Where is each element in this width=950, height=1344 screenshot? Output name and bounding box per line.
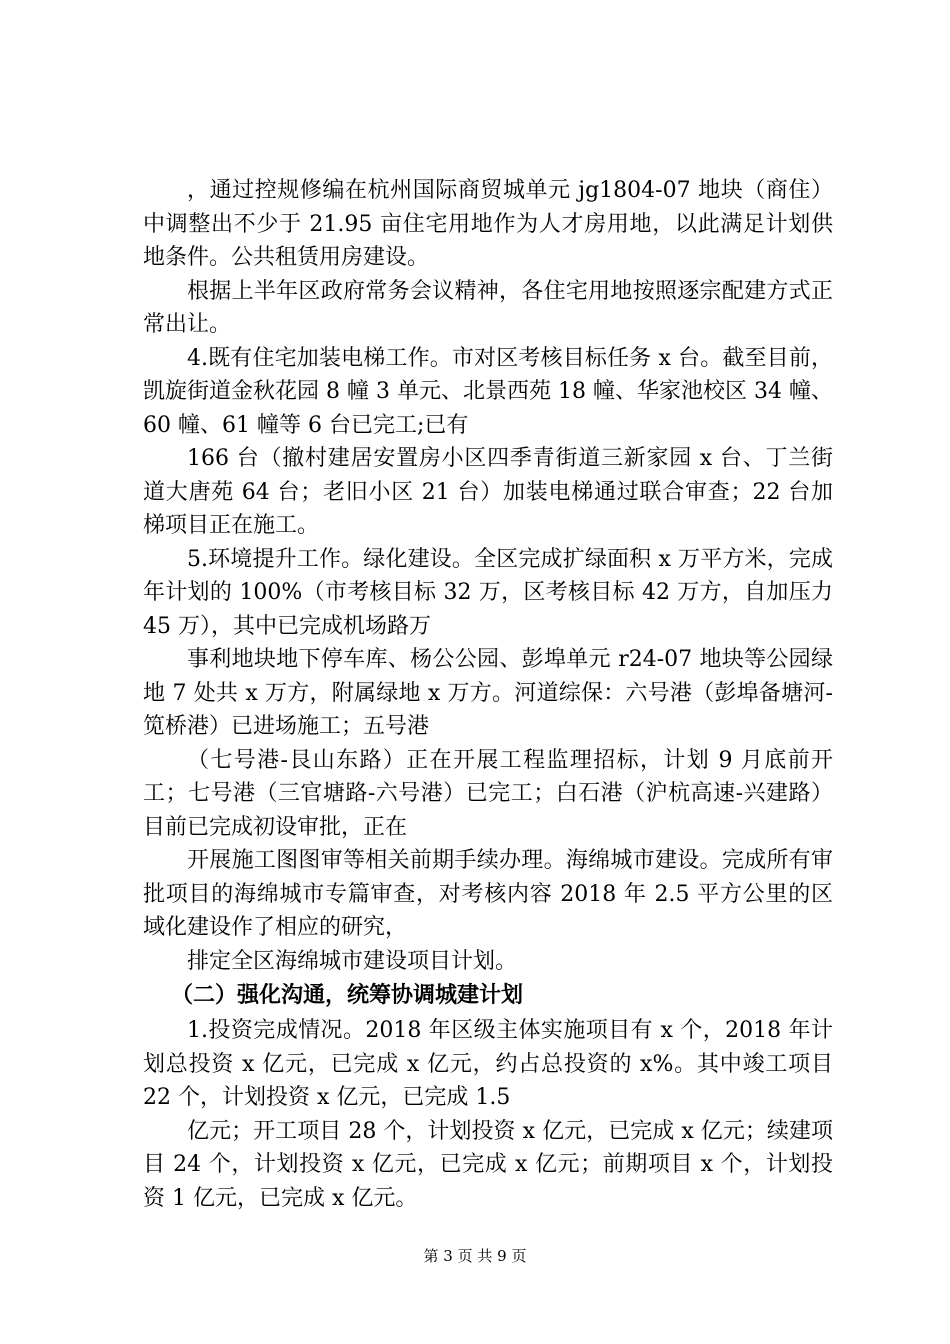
- paragraph: 根据上半年区政府常务会议精神，各住宅用地按照逐宗配建方式正常出让。: [143, 278, 833, 337]
- paragraph: 5.环境提升工作。绿化建设。全区完成扩绿面积 x 万平方米，完成年计划的 100%（市考核目标 32 万，区考核目标 42 万方，自加压力 45 万），其中已完成机场路万: [143, 546, 833, 639]
- paragraph: 排定全区海绵城市建设项目计划。: [187, 948, 518, 974]
- paragraph: 开展施工图图审等相关前期手续办理。海绵城市建设。完成所有审批项目的海绵城市专篇审查，对考核内容 2018 年 2.5 平方公里的区域化建设作了相应的研究，: [143, 848, 833, 940]
- paragraph: （七号港-艮山东路）正在开展工程监理招标，计划 9 月底前开工；七号港（三官塘路-六号港）已完工；白石港（沪杭高速-兴建路）目前已完成初设审批，正在: [143, 747, 833, 840]
- paragraph: 事利地块地下停车库、杨公公园、彭埠单元 r24-07 地块等公园绿地 7 处共 x 万方，附属绿地 x 万方。河道综保：六号港（彭埠备塘河-笕桥港）已进场施工；五号港: [143, 647, 833, 739]
- section-heading: （二）强化沟通，统筹协调城建计划: [171, 983, 524, 1008]
- paragraph: 166 台（撤村建居安置房小区四季青街道三新家园 x 台、丁兰街道大唐苑 64 台；老旧小区 21 台）加装电梯通过联合审查；22 台加梯项目正在施工。: [143, 446, 833, 538]
- paragraph: 4.既有住宅加装电梯工作。市对区考核目标任务 x 台。截至目前，凯旋街道金秋花园 8 幢 3 单元、北景西苑 18 幢、华家池校区 34 幢、60 幢、61 幢等 6 台已完工;已有: [143, 345, 833, 438]
- paragraph: ，通过控规修编在杭州国际商贸城单元 jg1804-07 地块（商住）中调整出不少于 21.95 亩住宅用地作为人才房用地，以此满足计划供地条件。公共租赁用房建设。: [143, 178, 833, 270]
- page-number-footer: 第 3 页 共 9 页: [423, 1247, 527, 1265]
- document-body: [143, 174, 833, 1215]
- paragraph: 亿元；开工项目 28 个，计划投资 x 亿元，已完成 x 亿元；续建项目 24 个，计划投资 x 亿元，已完成 x 亿元；前期项目 x 个，计划投资 1 亿元，已完成 x 亿元。: [143, 1118, 833, 1211]
- paragraph: 1.投资完成情况。2018 年区级主体实施项目有 x 个，2018 年计划总投资 x 亿元，已完成 x 亿元，约占总投资的 x%。其中竣工项目 22 个，计划投资 x 亿元，已完成 1.5: [143, 1018, 833, 1110]
